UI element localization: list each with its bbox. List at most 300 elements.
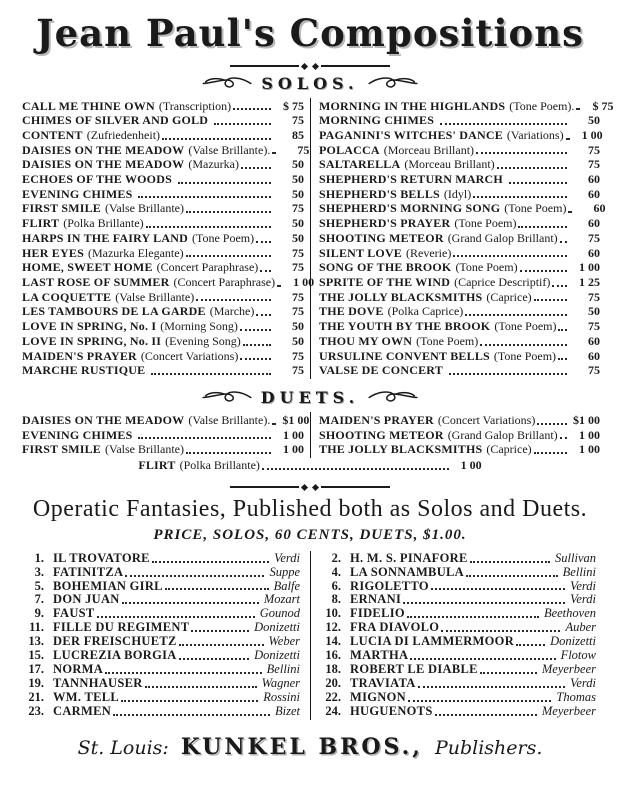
item-price: 50 xyxy=(292,230,304,245)
opera-list-item xyxy=(317,635,596,649)
solo-list-item xyxy=(319,275,600,290)
operatic-price-line: PRICE, SOLOS, 60 CENTS, DUETS, $1.00. xyxy=(153,526,467,543)
item-title: FIRST SMILE xyxy=(22,201,102,216)
leader-dots xyxy=(179,644,264,646)
operatic-left-column xyxy=(14,551,310,720)
leader-dots xyxy=(105,672,262,674)
leader-dots xyxy=(152,561,269,563)
item-price: 75 xyxy=(588,157,600,172)
item-title: BOHEMIAN GIRL xyxy=(53,578,163,593)
leader-dots xyxy=(178,182,271,184)
item-price: 75 xyxy=(297,142,310,157)
item-title: THE JOLLY BLACKSMITHS xyxy=(319,442,483,457)
item-price: 60 xyxy=(588,348,600,363)
solo-list-item xyxy=(22,113,304,128)
item-number: 1. xyxy=(34,550,44,565)
solo-list-item xyxy=(22,246,304,261)
leader-dots xyxy=(138,196,271,198)
item-title: FLIRT xyxy=(22,216,60,231)
solo-list-item xyxy=(22,349,304,364)
leader-dots xyxy=(403,602,565,604)
item-qualifier: (Tone Poem) xyxy=(493,348,557,363)
item-title: RIGOLETTO xyxy=(350,578,429,593)
solo-list-item xyxy=(22,128,304,143)
leader-dots xyxy=(534,452,567,454)
leader-dots xyxy=(407,616,539,618)
leader-dots xyxy=(151,373,271,375)
item-number: 12. xyxy=(325,620,341,635)
item-price: $1 00 xyxy=(573,412,600,427)
solo-list-item xyxy=(319,246,600,261)
solos-heading xyxy=(14,74,606,93)
item-composer: Bellini xyxy=(266,661,300,676)
item-title: LUCIA DI LAMMERMOOR xyxy=(350,634,515,649)
leader-dots xyxy=(243,344,271,346)
leader-dots xyxy=(262,468,449,470)
item-composer: Weber xyxy=(268,634,300,649)
duets-right-column xyxy=(310,412,606,458)
leader-dots xyxy=(576,108,580,110)
solo-list-item xyxy=(22,363,304,378)
leader-dots xyxy=(186,211,271,213)
opera-list-item xyxy=(20,663,300,677)
solo-list-item xyxy=(22,304,304,319)
solo-list-item xyxy=(319,304,600,319)
item-price: 50 xyxy=(292,216,304,231)
item-number: 5. xyxy=(34,578,44,593)
item-number: 4. xyxy=(331,564,341,579)
item-title: LA COQUETTE xyxy=(22,289,112,304)
item-title: MARTHA xyxy=(350,648,409,663)
item-qualifier: (Grand Galop Brillant) xyxy=(447,230,558,245)
leader-dots xyxy=(277,285,281,287)
item-title: DON JUAN xyxy=(53,592,120,607)
item-title: VALSE DE CONCERT xyxy=(319,363,443,378)
item-title: FRA DIAVOLO xyxy=(350,620,440,635)
leader-dots xyxy=(186,255,271,257)
item-title: DAISIES ON THE MEADOW xyxy=(22,412,185,427)
leader-dots xyxy=(272,152,276,154)
item-title: DAISIES ON THE MEADOW xyxy=(22,142,185,157)
item-title: URSULINE CONVENT BELLS xyxy=(319,348,490,363)
item-title: LAST ROSE OF SUMMER xyxy=(22,274,170,289)
solo-list-item xyxy=(22,319,304,334)
item-number: 20. xyxy=(325,675,341,690)
item-price: 1 00 xyxy=(283,442,304,457)
item-title: SHOOTING METEOR xyxy=(319,427,444,442)
item-price: 75 xyxy=(588,230,600,245)
leader-dots xyxy=(476,152,567,154)
leader-dots xyxy=(453,255,567,257)
duet-list-item xyxy=(319,442,600,457)
item-price: 60 xyxy=(593,201,606,216)
item-title: MAIDEN'S PRAYER xyxy=(22,348,137,363)
item-qualifier: (Reverie) xyxy=(406,245,452,260)
item-composer: Rossini xyxy=(263,689,300,704)
item-title: H. M. S. PINAFORE xyxy=(350,550,468,565)
item-number: 7. xyxy=(34,592,44,607)
item-title: ECHOES OF THE WOODS xyxy=(22,172,172,187)
item-price: 50 xyxy=(588,304,600,319)
opera-list-item xyxy=(317,677,596,691)
item-qualifier: (Grand Galop Brillant) xyxy=(447,427,558,442)
item-title: HARPS IN THE FAIRY LAND xyxy=(22,230,188,245)
duet-center-item xyxy=(138,458,481,473)
duet-list-item xyxy=(319,428,600,443)
item-title: MORNING CHIMES xyxy=(319,113,435,128)
item-qualifier: (Valse Brillante). xyxy=(188,142,271,157)
item-number: 21. xyxy=(28,689,44,704)
item-title: SILENT LOVE xyxy=(319,245,403,260)
footer-publisher: KUNKEL BROS., xyxy=(180,733,423,760)
duets-columns xyxy=(14,412,606,458)
leader-dots xyxy=(518,226,567,228)
item-title: FILLE DU REGIMENT xyxy=(53,620,190,635)
item-title: PAGANINI'S WITCHES' DANCE xyxy=(319,127,503,142)
solo-list-item xyxy=(319,127,603,143)
item-number: 13. xyxy=(28,634,44,649)
opera-list-item xyxy=(317,593,596,607)
solos-left-column xyxy=(14,98,315,379)
item-title: NORMA xyxy=(53,661,104,676)
item-title: TANNHAUSER xyxy=(53,675,143,690)
item-title: SHEPHERD'S PRAYER xyxy=(319,216,451,231)
item-composer: Meyerbeer xyxy=(541,661,596,676)
item-number: 24. xyxy=(325,703,341,718)
item-qualifier: (Tone Poem) xyxy=(454,216,517,231)
leader-dots xyxy=(465,314,567,316)
item-price: 60 xyxy=(588,245,600,260)
leader-dots xyxy=(121,700,258,702)
opera-list-item xyxy=(317,566,596,580)
item-price: 1 00 xyxy=(579,260,600,275)
item-composer: Auber xyxy=(565,620,596,635)
item-qualifier: (Caprice) xyxy=(486,442,532,457)
leader-dots xyxy=(113,714,270,716)
leader-dots xyxy=(408,700,551,702)
item-composer: Beethoven xyxy=(543,606,596,621)
duets-heading xyxy=(14,388,606,407)
leader-dots xyxy=(272,423,276,425)
opera-list-item xyxy=(317,552,596,566)
item-price: 75 xyxy=(292,260,304,275)
item-price: 60 xyxy=(588,186,600,201)
item-title: THE DOVE xyxy=(319,304,384,319)
leader-dots xyxy=(558,358,567,360)
leader-dots xyxy=(162,138,271,140)
leader-dots xyxy=(520,270,567,272)
leader-dots xyxy=(241,167,271,169)
item-title: SHEPHERD'S BELLS xyxy=(319,186,440,201)
opera-list-item xyxy=(317,607,596,621)
leader-dots xyxy=(566,138,570,140)
item-price: $1 00 xyxy=(282,412,310,427)
item-qualifier: (Polka Caprice) xyxy=(387,304,464,319)
item-composer: Meyerbeer xyxy=(541,703,596,718)
item-number: 18. xyxy=(325,661,341,676)
item-price: 75 xyxy=(292,289,304,304)
item-qualifier: (Polka Brillante) xyxy=(179,458,260,473)
item-title: LOVE IN SPRING, No. II xyxy=(22,333,162,348)
item-title: SPRITE OF THE WIND xyxy=(319,274,451,289)
solo-list-item xyxy=(319,260,600,275)
item-composer: Bellini xyxy=(562,564,596,579)
item-qualifier: (Tone Poem) xyxy=(455,260,518,275)
item-composer: Donizetti xyxy=(550,634,596,649)
leader-dots xyxy=(125,575,264,577)
solo-list-item xyxy=(319,231,600,246)
solo-list-item xyxy=(319,143,600,158)
item-number: 3. xyxy=(34,564,44,579)
leader-dots xyxy=(179,658,250,660)
item-title: CALL ME THINE OWN xyxy=(22,98,155,113)
leader-dots xyxy=(145,686,257,688)
leader-dots xyxy=(410,658,555,660)
solo-list-item xyxy=(319,319,600,334)
item-qualifier: (Tone Poem) xyxy=(416,333,479,348)
item-composer: Thomas xyxy=(556,689,596,704)
solo-list-item xyxy=(319,363,600,378)
leader-dots xyxy=(560,437,567,439)
leader-dots xyxy=(240,329,271,331)
leader-dots xyxy=(97,616,255,618)
solo-list-item xyxy=(319,172,600,187)
item-price: $ 75 xyxy=(592,98,614,113)
item-title: TRAVIATA xyxy=(350,675,416,690)
opera-list-item xyxy=(20,621,300,635)
item-title: LOVE IN SPRING, No. I xyxy=(22,319,157,334)
opera-list-item xyxy=(20,566,300,580)
item-qualifier: (Marche) xyxy=(209,304,255,319)
item-qualifier: (Concert Paraphrase) xyxy=(156,260,259,275)
leader-dots xyxy=(441,630,560,632)
item-qualifier: (Morceau Brillant) xyxy=(404,157,495,172)
item-title: MIGNON xyxy=(350,689,406,704)
item-title: HUGUENOTS xyxy=(350,703,433,718)
item-price: 75 xyxy=(292,245,304,260)
item-qualifier: (Tone Poem). xyxy=(509,98,575,113)
item-title: MARCHE RUSTIQUE xyxy=(22,363,146,378)
item-number: 22. xyxy=(325,689,341,704)
item-qualifier: (Zufriedenheit) xyxy=(86,127,161,142)
duet-list-item xyxy=(22,442,304,457)
item-price: 75 xyxy=(588,319,600,334)
item-composer: Verdi xyxy=(274,550,300,565)
item-title: EVENING CHIMES xyxy=(22,427,133,442)
item-composer: Gounod xyxy=(259,606,300,621)
item-qualifier: (Valse Brillante) xyxy=(105,201,184,216)
item-title: HOME, SWEET HOME xyxy=(22,260,153,275)
item-title: LA SONNAMBULA xyxy=(350,564,464,579)
item-number: 16. xyxy=(325,648,341,663)
solo-list-item xyxy=(319,113,600,128)
solo-list-item xyxy=(319,98,614,114)
solos-right-column xyxy=(310,98,614,379)
item-title: IL TROVATORE xyxy=(53,550,150,565)
item-title: FAUST xyxy=(53,606,95,621)
item-title: DAISIES ON THE MEADOW xyxy=(22,157,185,172)
diamond-icon xyxy=(312,484,319,491)
leader-dots xyxy=(534,299,567,301)
footer-suffix: Publishers. xyxy=(434,736,543,759)
item-composer: Donizetti xyxy=(254,620,300,635)
item-qualifier: (Mazurka) xyxy=(188,157,239,172)
item-title: THE YOUTH BY THE BROOK xyxy=(319,319,491,334)
diamond-icon xyxy=(301,484,308,491)
item-title: FIRST SMILE xyxy=(22,442,102,457)
item-title: SONG OF THE BROOK xyxy=(319,260,452,275)
operatic-heading: Operatic Fantasies, Published both as Solos and Duets. xyxy=(32,495,588,522)
item-price: 75 xyxy=(588,289,600,304)
item-title: FLIRT xyxy=(138,458,176,473)
leader-dots xyxy=(435,714,537,716)
item-number: 8. xyxy=(331,592,341,607)
item-title: SHOOTING METEOR xyxy=(319,230,444,245)
item-title: CHIMES OF SILVER AND GOLD xyxy=(22,113,209,128)
item-price: 1 25 xyxy=(579,274,600,289)
opera-list-item xyxy=(20,593,300,607)
item-title: SALTARELLA xyxy=(319,157,401,172)
solo-list-item xyxy=(22,260,304,275)
opera-list-item xyxy=(317,691,596,705)
item-title: HER EYES xyxy=(22,245,84,260)
duet-list-item xyxy=(22,428,304,443)
solo-list-item xyxy=(22,187,304,202)
item-number: 2. xyxy=(331,550,341,565)
item-qualifier: (Mazurka Elegante) xyxy=(87,245,184,260)
item-title: DER FREISCHUETZ xyxy=(53,634,177,649)
diamond-icon xyxy=(301,63,308,70)
item-price: 75 xyxy=(292,348,304,363)
publisher-footer xyxy=(14,734,606,760)
leader-dots xyxy=(449,373,567,375)
scroll-flourish-icon xyxy=(367,389,419,406)
item-price: 75 xyxy=(292,201,304,216)
opera-list-item xyxy=(20,691,300,705)
opera-list-item xyxy=(317,621,596,635)
leader-dots xyxy=(214,123,271,125)
leader-dots xyxy=(516,644,545,646)
page-title: Jean Paul's Compositions xyxy=(36,11,584,55)
footer-city: St. Louis: xyxy=(77,736,169,759)
scroll-flourish-icon xyxy=(201,75,253,92)
opera-list-item xyxy=(317,705,596,719)
leader-dots xyxy=(558,329,567,331)
item-number: 23. xyxy=(28,703,44,718)
item-price: 75 xyxy=(292,113,304,128)
opera-list-item xyxy=(20,635,300,649)
leader-dots xyxy=(560,241,567,243)
solo-list-item xyxy=(319,290,600,305)
item-number: 10. xyxy=(325,606,341,621)
item-qualifier: (Tone Poem) xyxy=(191,230,255,245)
item-price: 1 00 xyxy=(581,127,603,142)
operatic-right-column xyxy=(310,551,606,720)
item-composer: Bizet xyxy=(275,703,300,718)
leader-dots xyxy=(552,285,567,287)
diamond-rule-divider xyxy=(230,485,390,490)
item-composer: Verdi xyxy=(570,675,596,690)
item-number: 17. xyxy=(28,661,44,676)
leader-dots xyxy=(431,588,565,590)
item-title: ROBERT LE DIABLE xyxy=(350,661,478,676)
item-price: 60 xyxy=(588,172,600,187)
leader-dots xyxy=(480,344,567,346)
leader-dots xyxy=(509,182,567,184)
item-composer: Balfe xyxy=(273,578,300,593)
solo-list-item xyxy=(22,274,315,290)
item-title: ERNANI xyxy=(350,592,402,607)
scroll-flourish-icon xyxy=(367,75,419,92)
item-price: 75 xyxy=(588,363,600,378)
item-price: 50 xyxy=(292,319,304,334)
item-title: CARMEN xyxy=(53,703,112,718)
solo-list-item xyxy=(319,187,600,202)
solo-list-item xyxy=(22,334,304,349)
leader-dots xyxy=(466,575,558,577)
item-title: MORNING IN THE HIGHLANDS xyxy=(319,98,506,113)
leader-dots xyxy=(470,561,550,563)
item-price: 85 xyxy=(292,127,304,142)
leader-dots xyxy=(186,452,271,454)
solo-list-item xyxy=(319,216,600,231)
item-price: 1 00 xyxy=(579,442,600,457)
item-price: 50 xyxy=(292,157,304,172)
duets-left-column xyxy=(14,412,310,458)
item-number: 11. xyxy=(29,620,44,635)
opera-list-item xyxy=(20,607,300,621)
item-title: SHEPHERD'S RETURN MARCH xyxy=(319,172,503,187)
leader-dots xyxy=(480,672,537,674)
leader-dots xyxy=(497,167,567,169)
item-price: 60 xyxy=(588,333,600,348)
item-title: FIDELIO xyxy=(350,606,405,621)
opera-list-item xyxy=(20,649,300,663)
item-price: 75 xyxy=(588,142,600,157)
item-qualifier: (Concert Paraphrase) xyxy=(173,274,276,289)
item-qualifier: (Idyl) xyxy=(443,186,472,201)
item-price: $ 75 xyxy=(283,98,304,113)
solo-list-item xyxy=(319,157,600,172)
item-composer: Flotow xyxy=(560,648,596,663)
leader-dots xyxy=(122,602,259,604)
item-composer: Sullivan xyxy=(555,550,596,565)
leader-dots xyxy=(138,437,271,439)
item-qualifier: (Transcription) xyxy=(158,98,232,113)
leader-dots xyxy=(568,211,572,213)
item-price: 60 xyxy=(588,216,600,231)
item-price: 75 xyxy=(292,363,304,378)
solo-list-item xyxy=(22,231,304,246)
duet-list-item xyxy=(319,413,600,428)
item-number: 9. xyxy=(34,606,44,621)
item-qualifier: (Valse Brillante) xyxy=(115,289,195,304)
opera-list-item xyxy=(317,580,596,594)
solo-list-item xyxy=(22,99,304,114)
item-qualifier: (Morceau Brillant) xyxy=(383,142,475,157)
item-title: THOU MY OWN xyxy=(319,333,413,348)
item-price: 75 xyxy=(292,304,304,319)
leader-dots xyxy=(537,423,567,425)
leader-dots xyxy=(473,196,567,198)
operatic-columns xyxy=(14,551,606,720)
leader-dots xyxy=(196,299,271,301)
duets-heading-label: DUETS. xyxy=(260,387,360,407)
item-qualifier: (Tone Poem) xyxy=(504,201,567,216)
item-title: THE JOLLY BLACKSMITHS xyxy=(319,289,483,304)
item-composer: Suppe xyxy=(269,564,300,579)
solo-list-item xyxy=(22,157,304,172)
